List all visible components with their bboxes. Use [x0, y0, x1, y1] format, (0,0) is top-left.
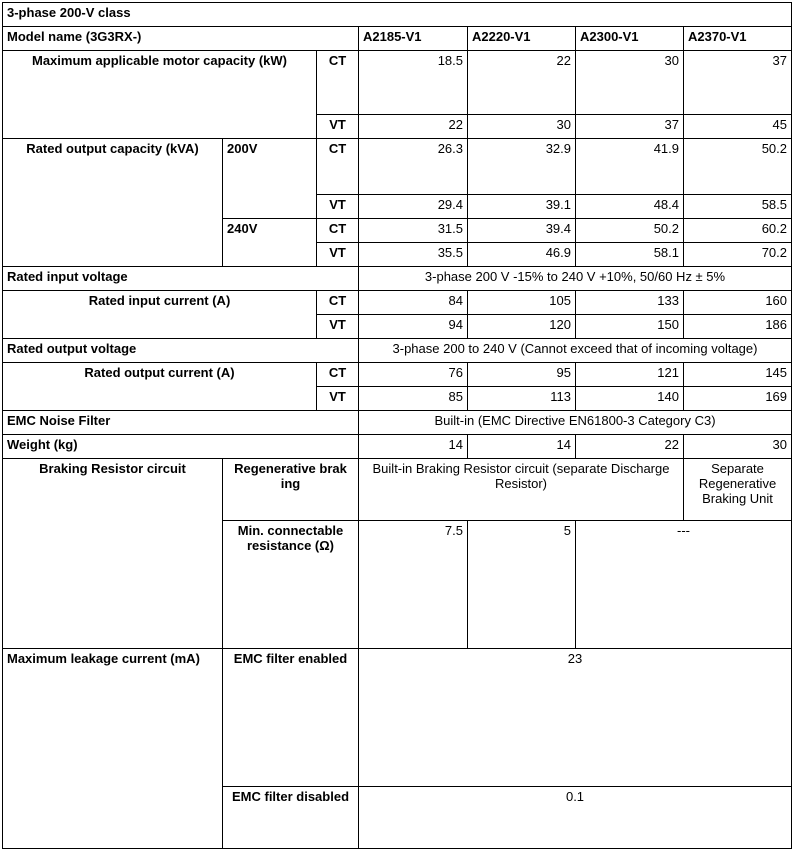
output-capacity-240-ct-value: 39.4 [468, 219, 576, 243]
emc-filter-label: EMC Noise Filter [3, 411, 359, 435]
braking-label: Braking Resistor circuit [3, 459, 223, 649]
output-capacity-200-ct-row [3, 139, 792, 195]
leakage-enabled-row [3, 649, 792, 787]
weight-value: 30 [684, 435, 792, 459]
input-voltage-value: 3-phase 200 V -15% to 240 V +10%, 50/60 Hz ± 5% [359, 267, 792, 291]
output-capacity-240-vt-value: 70.2 [684, 243, 792, 267]
motor-capacity-vt-value: 30 [468, 115, 576, 139]
input-current-ct-value: 84 [359, 291, 468, 315]
output-capacity-200-vt-value: 48.4 [576, 195, 684, 219]
weight-value: 22 [576, 435, 684, 459]
weight-label: Weight (kg) [3, 435, 359, 459]
output-capacity-240-ct-value: 31.5 [359, 219, 468, 243]
input-current-ct-row [3, 291, 792, 315]
motor-capacity-ct-row [3, 51, 792, 115]
input-current-label: Rated input current (A) [3, 291, 317, 339]
min-resistance-value: 7.5 [359, 521, 468, 649]
vt-label: VT [317, 195, 359, 219]
ct-label: CT [317, 51, 359, 115]
output-current-vt-value: 85 [359, 387, 468, 411]
model-header: A2300-V1 [576, 27, 684, 51]
output-capacity-240-ct-value: 60.2 [684, 219, 792, 243]
input-current-vt-value: 150 [576, 315, 684, 339]
motor-capacity-vt-value: 45 [684, 115, 792, 139]
output-current-ct-row [3, 363, 792, 387]
output-current-ct-value: 95 [468, 363, 576, 387]
motor-capacity-ct-value: 18.5 [359, 51, 468, 115]
input-current-ct-value: 160 [684, 291, 792, 315]
model-header: A2370-V1 [684, 27, 792, 51]
leakage-disabled-value: 0.1 [359, 787, 792, 849]
output-voltage-value: 3-phase 200 to 240 V (Cannot exceed that of incoming voltage) [359, 339, 792, 363]
vt-label: VT [317, 243, 359, 267]
model-header: A2220-V1 [468, 27, 576, 51]
model-header: A2185-V1 [359, 27, 468, 51]
motor-capacity-ct-value: 22 [468, 51, 576, 115]
leakage-disabled-label: EMC filter disabled [223, 787, 359, 849]
regen-separate-value: Separate Regenerative Braking Unit [684, 459, 792, 521]
output-capacity-200-vt-value: 29.4 [359, 195, 468, 219]
input-current-ct-value: 133 [576, 291, 684, 315]
min-resistance-label: Min. connectable resistance (Ω) [223, 521, 359, 649]
output-capacity-200-ct-value: 50.2 [684, 139, 792, 195]
ct-label: CT [317, 139, 359, 195]
output-capacity-200-ct-value: 26.3 [359, 139, 468, 195]
input-voltage-label: Rated input voltage [3, 267, 359, 291]
output-current-label: Rated output current (A) [3, 363, 317, 411]
output-capacity-240-ct-value: 50.2 [576, 219, 684, 243]
output-voltage-row [3, 339, 792, 363]
output-current-vt-value: 169 [684, 387, 792, 411]
motor-capacity-ct-value: 30 [576, 51, 684, 115]
output-capacity-240-vt-value: 35.5 [359, 243, 468, 267]
vt-label: VT [317, 315, 359, 339]
motor-capacity-vt-value: 37 [576, 115, 684, 139]
ct-label: CT [317, 363, 359, 387]
regen-braking-row [3, 459, 792, 521]
emc-filter-row [3, 411, 792, 435]
motor-capacity-ct-value: 37 [684, 51, 792, 115]
voltage-240-label: 240V [223, 219, 317, 267]
output-current-ct-value: 76 [359, 363, 468, 387]
voltage-200-label: 200V [223, 139, 317, 219]
leakage-enabled-value: 23 [359, 649, 792, 787]
model-label: Model name (3G3RX-) [3, 27, 359, 51]
output-current-ct-value: 121 [576, 363, 684, 387]
weight-row [3, 435, 792, 459]
spec-table [2, 2, 792, 849]
output-capacity-200-ct-value: 32.9 [468, 139, 576, 195]
vt-label: VT [317, 115, 359, 139]
min-resistance-value: --- [576, 521, 792, 649]
leakage-label: Maximum leakage current (mA) [3, 649, 223, 849]
regen-braking-label: Regenerative brak ing [223, 459, 359, 521]
output-capacity-200-vt-value: 58.5 [684, 195, 792, 219]
input-current-vt-value: 120 [468, 315, 576, 339]
output-current-vt-value: 113 [468, 387, 576, 411]
weight-value: 14 [468, 435, 576, 459]
output-capacity-label: Rated output capacity (kVA) [3, 139, 223, 267]
ct-label: CT [317, 291, 359, 315]
min-resistance-value: 5 [468, 521, 576, 649]
output-capacity-200-ct-value: 41.9 [576, 139, 684, 195]
input-current-ct-value: 105 [468, 291, 576, 315]
output-capacity-240-vt-value: 46.9 [468, 243, 576, 267]
output-capacity-200-vt-value: 39.1 [468, 195, 576, 219]
emc-filter-value: Built-in (EMC Directive EN61800-3 Category C3) [359, 411, 792, 435]
input-voltage-row [3, 267, 792, 291]
table-title: 3-phase 200-V class [3, 3, 792, 27]
output-voltage-label: Rated output voltage [3, 339, 359, 363]
model-row [3, 27, 792, 51]
ct-label: CT [317, 219, 359, 243]
output-current-vt-value: 140 [576, 387, 684, 411]
motor-capacity-label: Maximum applicable motor capacity (kW) [3, 51, 317, 139]
motor-capacity-vt-value: 22 [359, 115, 468, 139]
input-current-vt-value: 186 [684, 315, 792, 339]
output-capacity-240-vt-value: 58.1 [576, 243, 684, 267]
vt-label: VT [317, 387, 359, 411]
weight-value: 14 [359, 435, 468, 459]
input-current-vt-value: 94 [359, 315, 468, 339]
title-row [3, 3, 792, 27]
output-current-ct-value: 145 [684, 363, 792, 387]
regen-builtin-value: Built-in Braking Resistor circuit (separate Discharge Resistor) [359, 459, 684, 521]
leakage-enabled-label: EMC filter enabled [223, 649, 359, 787]
